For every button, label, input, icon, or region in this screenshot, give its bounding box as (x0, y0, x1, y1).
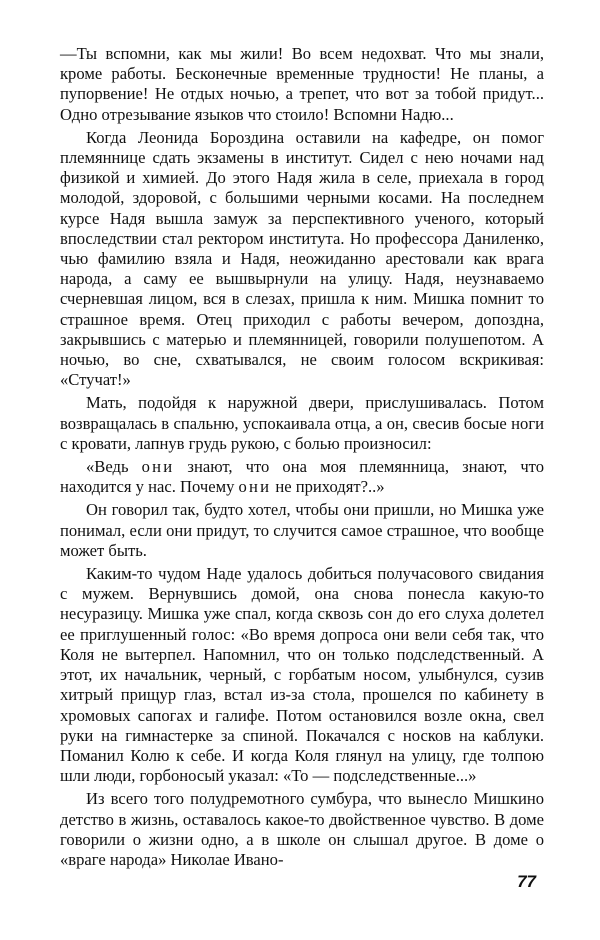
book-page (60, 44, 544, 873)
paragraph-2: Когда Леонида Бороздина оставили на кафедре, он помог племяннице сдать экзамены в институт. Сидел с нею ночами над физикой и химией. До этого Надя жила в селе, приехала в город молодой, здоровой, с большими черными косами. На последнем курсе Надя вышла замуж за перспективного ученого, который впоследствии стал ректором института. Но профессора Даниленко, чью фамилию взяла и Надя, неожиданно арестовали как врага народа, а саму ее вышвырнули на улицу. Надя, неузнаваемо счерневшая лицом, вся в слезах, пришла к ним. Мишка помнит то страшное время. Отец приходил с работы вечером, допоздна, закрывшись с матерью и племянницей, говорили полушепотом. А ночью, во сне, схватывался, не своим голосом вскрикивая: «Стучат!» (60, 127, 544, 390)
paragraph-1: —Ты вспомни, как мы жили! Во всем недохват. Что мы знали, кроме работы. Бесконечные временные трудности! Не планы, а пупорвение! Не отдых ночью, а трепет, что вот за тобой придут... Одно отрезывание языков что стоило! Вспомни Надю... (60, 44, 544, 124)
paragraph-4: Он говорил так, будто хотел, чтобы они пришли, но Мишка уже понимал, если они придут, то случится самое страшное, что вообще может быть. (60, 500, 544, 560)
quote-paragraph (60, 457, 544, 497)
quote-part-1: «Ведь (86, 457, 142, 477)
paragraph-6: Из всего того полудремотного сумбура, что вынесло Мишкино детство в жизнь, оставалось какое-то двойственное чувство. В доме говорили о жизни одно, а в школе он слышал другое. В доме о «враге народа» Николае Ивано- (60, 789, 544, 869)
quote-part-3: не приходят?..» (271, 477, 385, 497)
quote-part-2: знают, что она моя племянница, знают, что находится у нас. Почему (60, 457, 545, 497)
paragraph-5: Каким-то чудом Наде удалось добиться получасового свидания с мужем. Вернувшись домой, она снова понесла какую-то несуразицу. Мишка уже спал, когда сквозь сон до его слуха долетел ее приглушенный голос: «Во время допроса они вели себя так, что Коля не вытерпел. Напомнил, что он только подследственный. А этот, их начальник, черный, с горбатым носом, улыбнулся, сузив хитрый прищур глаз, встал из-за стола, прошелся по кабинету в хромовых сапогах и галифе. Потом остановился возле окна, свел руки на гимнастерке за спиной. Покачался с носков на каблуки. Поманил Колю к себе. И когда Коля глянул на улицу, где толпою шли люди, горбоносый указал: «То — подследственные...» (60, 564, 544, 786)
quote-emphasis-1: они (141, 457, 175, 477)
quote-emphasis-2: они (238, 477, 272, 497)
paragraph-3: Мать, подойдя к наружной двери, прислушивалась. Потом возвращалась в спальню, успокаивала отца, а он, свесив босые ноги с кровати, лапнув грудь рукою, с болью произносил: (60, 393, 544, 453)
page-number: 77 (517, 872, 536, 891)
